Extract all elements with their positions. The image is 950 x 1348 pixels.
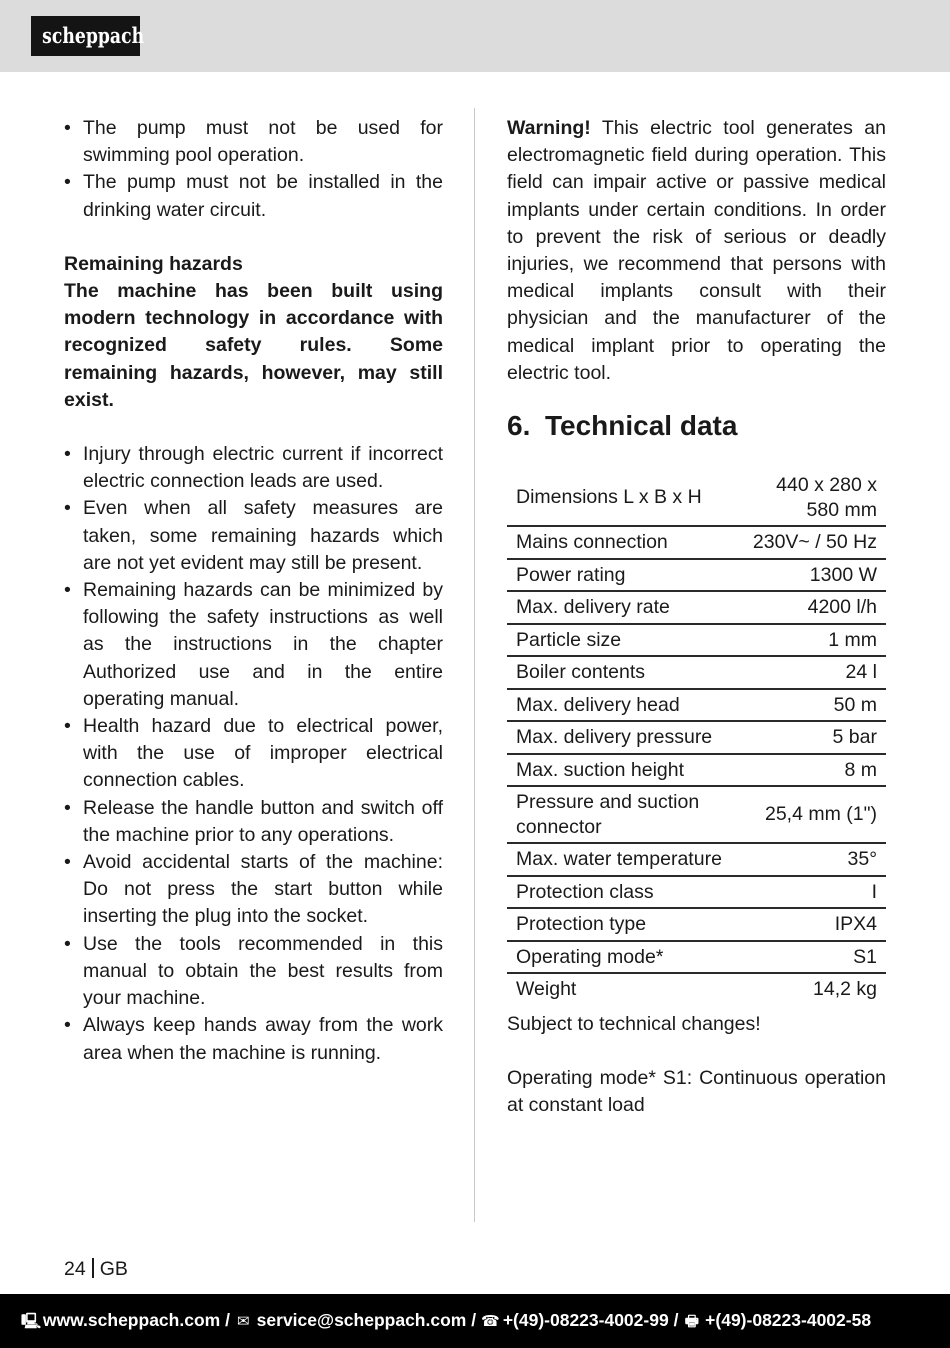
footer-email-link[interactable]: service@scheppach.com	[256, 1310, 467, 1330]
list-item: • Always keep hands away from the work area when the machine is running.	[64, 1012, 443, 1066]
section-title-text: Technical data	[545, 410, 738, 442]
spec-value: 8 m	[736, 754, 886, 787]
warning-label: Warning!	[507, 117, 591, 139]
table-row	[507, 721, 886, 754]
phone-icon: ☎	[480, 1313, 500, 1330]
table-row	[507, 624, 886, 657]
warning-text: This electric tool generates an electromagnetic field during operation. This field can impair active or passive medical implants under certain conditions. In order to prevent the risk of serious or deadly injuries, we recommend that persons with medical implants consult with their physician and the manufacturer of the medical implant prior to operating the electric tool.	[507, 117, 886, 384]
footer-separator: /	[668, 1310, 684, 1330]
page-number-divider	[92, 1258, 94, 1278]
section-title	[507, 408, 886, 444]
spec-value: 4200 l/h	[736, 591, 886, 624]
table-row	[507, 656, 886, 689]
table-row	[507, 941, 886, 974]
list-item: • The pump must not be installed in the drinking water circuit.	[64, 169, 443, 223]
spec-value: 24 l	[736, 656, 886, 689]
fax-icon: 🖶	[684, 1313, 699, 1330]
spec-label: Pressure and suction connector	[507, 786, 736, 843]
remaining-hazards-heading: Remaining hazards	[64, 252, 243, 275]
spec-value: 25,4 mm (1")	[736, 786, 886, 843]
page-language: GB	[99, 1258, 128, 1280]
right-column	[507, 115, 886, 1119]
footer-contact-bar	[0, 1294, 950, 1348]
technical-data-table	[507, 470, 886, 1005]
spec-value: 14,2 kg	[813, 978, 877, 1001]
footer-fax: +(49)-08223-4002-58	[705, 1310, 872, 1330]
spec-label: Dimensions L x B x H	[507, 470, 736, 526]
spec-label: Protection class	[507, 876, 736, 909]
usage-restrictions-list	[64, 115, 443, 224]
left-column	[64, 115, 443, 1067]
table-row	[507, 470, 886, 526]
spec-label: Max. suction height	[507, 754, 736, 787]
footer-website-link[interactable]: www.scheppach.com	[42, 1310, 221, 1330]
spec-label: Protection type	[507, 908, 736, 941]
mail-icon: ✉	[237, 1313, 250, 1330]
spec-label: Max. delivery head	[507, 689, 736, 722]
spec-value: IPX4	[736, 908, 886, 941]
spec-value: 50 m	[736, 689, 886, 722]
section-number: 6.	[507, 410, 531, 442]
spec-label: Boiler contents	[507, 656, 736, 689]
table-row	[507, 559, 886, 592]
spec-label: Mains connection	[507, 526, 736, 559]
spec-label: Particle size	[507, 624, 736, 657]
table-row	[507, 876, 886, 909]
column-divider	[474, 108, 475, 1222]
note-technical-changes: Subject to technical changes!	[507, 1012, 761, 1035]
list-item: • Avoid accidental starts of the machine: Do not press the start button while inserting the plug into the socket.	[64, 849, 443, 931]
footer-separator: /	[466, 1310, 481, 1330]
header-band	[0, 0, 950, 72]
table-row	[507, 786, 886, 843]
footer-phone: +(49)-08223-4002-99	[502, 1310, 669, 1330]
remaining-hazards-list	[64, 441, 443, 1067]
spec-label: Max. delivery pressure	[507, 721, 736, 754]
list-item: • Even when all safety measures are taken, some remaining hazards which are not yet evident may still be present.	[64, 495, 443, 577]
list-item: • The pump must not be used for swimming pool operation.	[64, 115, 443, 169]
spec-label: Max. water temperature	[507, 843, 736, 876]
spec-value: S1	[736, 941, 886, 974]
table-row	[507, 973, 886, 1005]
remaining-hazards-intro: The machine has been built using modern technology in accordance with recognized safety rules. Some remaining hazards, however, may still exist.	[64, 280, 443, 411]
list-item: • Release the handle button and switch off the machine prior to any operations.	[64, 795, 443, 849]
spec-label: Weight	[516, 978, 577, 1001]
spec-value: 1300 W	[736, 559, 886, 592]
spec-value: 5 bar	[736, 721, 886, 754]
scheppach-logo: scheppach	[31, 16, 140, 56]
spec-value: 1 mm	[736, 624, 886, 657]
list-item: • Health hazard due to electrical power, with the use of improper electrical connection cables.	[64, 713, 443, 795]
warning-paragraph	[507, 115, 886, 387]
spec-value: 230V~ / 50 Hz	[736, 526, 886, 559]
table-row	[507, 754, 886, 787]
note-operating-mode: Operating mode* S1: Continuous operation at constant load	[507, 1066, 886, 1116]
list-item: • Injury through electric current if incorrect electric connection leads are used.	[64, 441, 443, 495]
table-row	[507, 591, 886, 624]
list-item: • Remaining hazards can be minimized by following the safety instructions as well as the instructions in the chapter Authorized use and in the entire operating manual.	[64, 577, 443, 713]
page-number-value: 24	[64, 1258, 86, 1280]
table-row	[507, 689, 886, 722]
table-row	[507, 843, 886, 876]
spec-label: Power rating	[507, 559, 736, 592]
footer-separator: /	[220, 1310, 235, 1330]
spec-value: 35°	[736, 843, 886, 876]
list-item: • Use the tools recommended in this manual to obtain the best results from your machine.	[64, 931, 443, 1013]
computer-icon: 🖳	[21, 1313, 42, 1330]
page-number	[64, 1257, 128, 1281]
table-row	[507, 526, 886, 559]
spec-value: 440 x 280 x 580 mm	[736, 470, 886, 526]
table-row	[507, 908, 886, 941]
spec-label: Max. delivery rate	[507, 591, 736, 624]
spec-label: Operating mode*	[507, 941, 736, 974]
spec-value: I	[736, 876, 886, 909]
